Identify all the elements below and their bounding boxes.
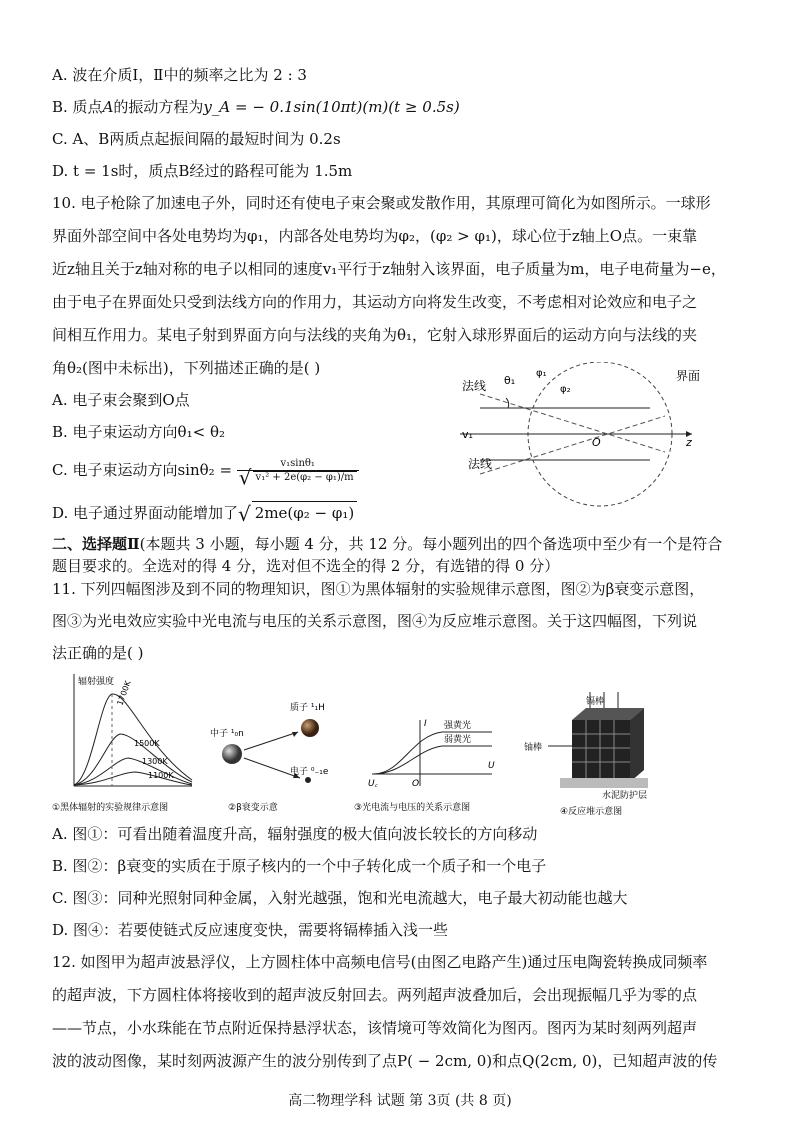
q10-option-c-fraction: $\frac{\text{v₁sinθ₁}}{\text{√ v₁² + 2e(φ₂ − φ₁)/m}}$	[237, 458, 359, 484]
q10-stem-line: 10. 电子枪除了加速电子外，同时还有使电子束会聚或发散作用，其原理可简化为如图所示。一球形	[52, 194, 711, 212]
proton-label: 质子 ¹₁H	[290, 703, 325, 713]
normal-line-top	[480, 394, 665, 452]
q10-stem-line: 间相互作用力。某电子射到界面方向与法线的夹角为θ₁，它射入球形界面后的运动方向与法线的夹	[52, 326, 698, 344]
q11-stem-line: 11. 下列四幅图涉及到不同的物理知识，图①为黑体辐射的实验规律示意图，图②为β衰变示意图，	[52, 580, 705, 598]
proton-ball	[301, 719, 319, 737]
strong-label: 强黄光	[444, 721, 472, 731]
label-1500k: 1500K	[134, 739, 160, 748]
interface-label: 界面	[676, 369, 700, 383]
normal-line-bottom	[480, 416, 665, 474]
weak-label: 弱黄光	[444, 735, 472, 745]
q10-sphere-figure	[460, 362, 700, 512]
q9-option-b: B. 质点A的振动方程为y_A = − 0.1sin(10πt)(m)(t ≥ 0.5s)	[52, 98, 460, 116]
v1-label: v₁	[462, 428, 473, 441]
cement-label: 水泥防护层	[602, 791, 648, 801]
curve-1100k	[74, 772, 192, 785]
section-2-instructions: 题目要求的。全选对的得 4 分，选对但不选全的得 2 分，有选错的得 0 分）	[52, 557, 560, 575]
label-1100k: 1100K	[148, 771, 174, 780]
q9-option-a: A. 波在介质Ⅰ，Ⅱ中的频率之比为 2 : 3	[52, 66, 307, 84]
q12-stem-line: ——节点，小水珠能在节点附近保持悬浮状态，该情境可等效简化为图丙。图丙为某时刻两列超声	[52, 1019, 698, 1037]
normal-label-bottom: 法线	[468, 457, 493, 471]
q11-option-d: D. 图④：若要使链式反应速度变快，需要将镉棒插入浅一些	[52, 921, 449, 939]
cadmium-rod-label: 镉棒	[586, 697, 605, 707]
z-label: z	[686, 436, 692, 449]
reactor-core	[572, 720, 630, 782]
Uc-label: U꜀	[368, 779, 378, 789]
electron-dot	[305, 777, 311, 783]
q10-stem-line: 由于电子在界面处只受到法线方向的作用力，其运动方向将发生改变，不考虑相对论效应和电子之	[52, 293, 698, 311]
electron-label: 电子 ⁰₋₁e	[290, 767, 329, 777]
O-label: O	[412, 779, 420, 789]
uranium-rod-label: 铀棒	[524, 743, 543, 753]
caption: ②β衰变示意	[228, 803, 278, 813]
q10-stem-line: 近z轴且关于z轴对称的电子以相同的速度v₁平行于z轴射入该界面，电子质量为m，电子电荷量为−e，	[52, 260, 726, 278]
weak-light-curve	[374, 746, 492, 774]
q9-option-c: C. A、B两质点起振间隔的最短时间为 0.2s	[52, 130, 341, 148]
U-label: U	[488, 761, 495, 771]
theta-label: θ₁	[504, 374, 516, 387]
reactor-figure	[520, 690, 680, 820]
q11-option-c: C. 图③：同种光照射同种金属，入射光越强，饱和光电流越大，电子最大初动能也越大	[52, 889, 628, 907]
label-1700k: 1700K	[115, 679, 133, 707]
I-label: I	[424, 719, 427, 729]
q11-stem-line: 法正确的是( )	[52, 644, 144, 662]
q9-option-d: D. t = 1s时，质点B经过的路程可能为 1.5m	[52, 162, 353, 180]
page-footer: 高二物理学科 试题 第 3页 (共 8 页)	[288, 1093, 512, 1109]
q10-option-b: B. 电子束运动方向θ₁< θ₂	[52, 423, 225, 441]
label-1300k: 1300K	[142, 757, 168, 766]
phi1-label: φ₁	[536, 368, 547, 379]
q12-stem-line: 12. 如图甲为超声波悬浮仪，上方圆柱体中高频电信号(由图乙电路产生)通过压电陶瓷转换成同频率	[52, 953, 708, 971]
q12-stem-line: 波的波动图像，某时刻两波源产生的波分别传到了点P( − 2cm, 0)和点Q(2cm, 0)，已知超声波的传	[52, 1052, 718, 1070]
q10-stem-line: 界面外部空间中各处电势均为φ₁，内部各处电势均为φ₂，(φ₂ > φ₁)，球心位于z轴上O点。一束靠	[52, 227, 698, 245]
cement-layer	[560, 778, 648, 788]
caption: ④反应堆示意图	[560, 807, 623, 817]
section-2-header: 二、选择题Ⅱ(本题共 3 小题，每小题 4 分，共 12 分。每小题列出的四个备选项中至少有一个是符合	[52, 535, 723, 553]
q12-stem-line: 的超声波，下方圆柱体将接收到的超声波反射回去。两列超声波叠加后，会出现振幅几乎为零的点	[52, 986, 698, 1004]
q11-option-a: A. 图①：可看出随着温度升高，辐射强度的极大值向波长较长的方向移动	[52, 825, 538, 843]
strong-light-curve	[374, 732, 492, 774]
blackbody-figure	[52, 668, 202, 820]
neutron-ball	[222, 744, 242, 764]
beta-decay-figure	[210, 700, 350, 820]
photocurrent-figure	[352, 716, 512, 820]
q10-option-d: D. 电子通过界面动能增加了√ 2me(φ₂ − φ₁)	[52, 501, 440, 525]
q10-option-c: C. 电子束运动方向sinθ₂ = $\frac{\text{v₁sinθ₁}}{\text{√ v₁² + 2e(φ₂ − φ₁)/m}}$	[52, 458, 440, 484]
normal-label-top: 法线	[462, 379, 487, 393]
q10-option-a: A. 电子束会聚到O点	[52, 391, 190, 409]
center-o-label: O	[592, 436, 601, 449]
q11-option-b: B. 图②：β衰变的实质在于原子核内的一个中子转化成一个质子和一个电子	[52, 857, 547, 875]
caption: ①黑体辐射的实验规律示意图	[52, 803, 169, 813]
ylabel: 辐射强度	[78, 677, 115, 687]
q10-stem-line: 角θ₂(图中未标出)，下列描述正确的是( )	[52, 359, 321, 377]
caption: ③光电流与电压的关系示意图	[354, 803, 471, 813]
neutron-label: 中子 ¹₀n	[210, 729, 244, 739]
phi2-label: φ₂	[560, 384, 571, 395]
q11-stem-line: 图③为光电效应实验中光电流与电压的关系示意图，图④为反应堆示意图。关于这四幅图，下列说	[52, 612, 698, 630]
